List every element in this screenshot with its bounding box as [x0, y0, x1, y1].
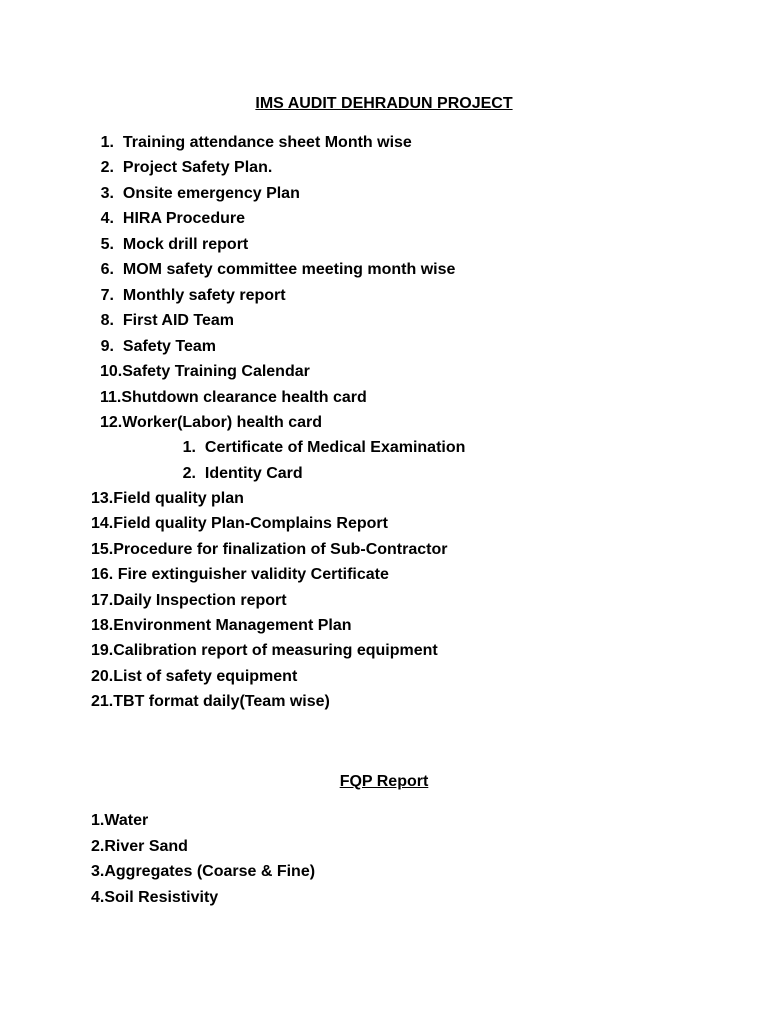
sub-list-item-text: Identity Card	[204, 465, 303, 482]
list-item-number: 4.	[100, 210, 114, 227]
list-item-number: 7.	[100, 287, 114, 304]
list-item	[96, 158, 272, 178]
list-item	[96, 133, 412, 153]
list-item-text: Training attendance sheet Month wise	[122, 134, 412, 151]
list-item-number: 8.	[100, 312, 114, 329]
list-item-text: 12.Worker(Labor) health card	[100, 414, 322, 431]
list-item	[96, 235, 248, 255]
sub-list-item	[180, 464, 303, 484]
list-item-text: Monthly safety report	[122, 287, 286, 304]
list-item-number: 6.	[100, 261, 114, 278]
list-item: 17.Daily Inspection report	[91, 592, 287, 609]
list-item	[96, 337, 216, 357]
list-item	[96, 184, 300, 204]
list-item: 14.Field quality Plan-Complains Report	[91, 515, 388, 532]
list-item: 16. Fire extinguisher validity Certificate	[91, 566, 389, 583]
list-item: 13.Field quality plan	[91, 490, 244, 507]
list-item: 18.Environment Management Plan	[91, 617, 352, 634]
document-title: IMS AUDIT DEHRADUN PROJECT	[255, 95, 513, 112]
list-item-number: 9.	[100, 338, 114, 355]
fqp-item: 4.Soil Resistivity	[91, 889, 219, 906]
list-item	[100, 362, 310, 382]
list-item-number: 3.	[100, 185, 114, 202]
fqp-item: 2.River Sand	[91, 838, 188, 855]
list-item	[96, 209, 245, 229]
list-item-text: 10.Safety Training Calendar	[100, 363, 310, 380]
list-item-text: 11.Shutdown clearance health card	[100, 389, 367, 406]
list-item	[96, 286, 286, 306]
list-item	[100, 388, 367, 408]
fqp-item: 1.Water	[91, 812, 149, 829]
list-item-number: 5.	[100, 236, 114, 253]
list-item: 20.List of safety equipment	[91, 668, 298, 685]
list-item: 19.Calibration report of measuring equipment	[91, 642, 438, 659]
list-item-text: First AID Team	[122, 312, 235, 329]
sub-list-item	[180, 438, 465, 458]
list-item	[96, 311, 234, 331]
list-item-text: MOM safety committee meeting month wise	[122, 261, 456, 278]
list-item: 21.TBT format daily(Team wise)	[91, 693, 330, 710]
sub-list-item-number: 1.	[182, 439, 196, 456]
fqp-item: 3.Aggregates (Coarse & Fine)	[91, 863, 316, 880]
list-item-text: Safety Team	[122, 338, 216, 355]
list-item-text: Mock drill report	[122, 236, 249, 253]
list-item-number: 2.	[100, 159, 114, 176]
list-item-text: HIRA Procedure	[122, 210, 245, 227]
list-item-text: Onsite emergency Plan	[122, 185, 300, 202]
sub-list-item-number: 2.	[182, 465, 196, 482]
sub-list-item-text: Certificate of Medical Examination	[204, 439, 466, 456]
list-item	[96, 260, 455, 280]
list-item-text: Project Safety Plan.	[122, 159, 273, 176]
list-item-number: 1.	[100, 134, 114, 151]
fqp-report-title: FQP Report	[339, 773, 429, 790]
list-item: 15.Procedure for finalization of Sub-Contractor	[91, 541, 448, 558]
list-item	[100, 413, 322, 433]
